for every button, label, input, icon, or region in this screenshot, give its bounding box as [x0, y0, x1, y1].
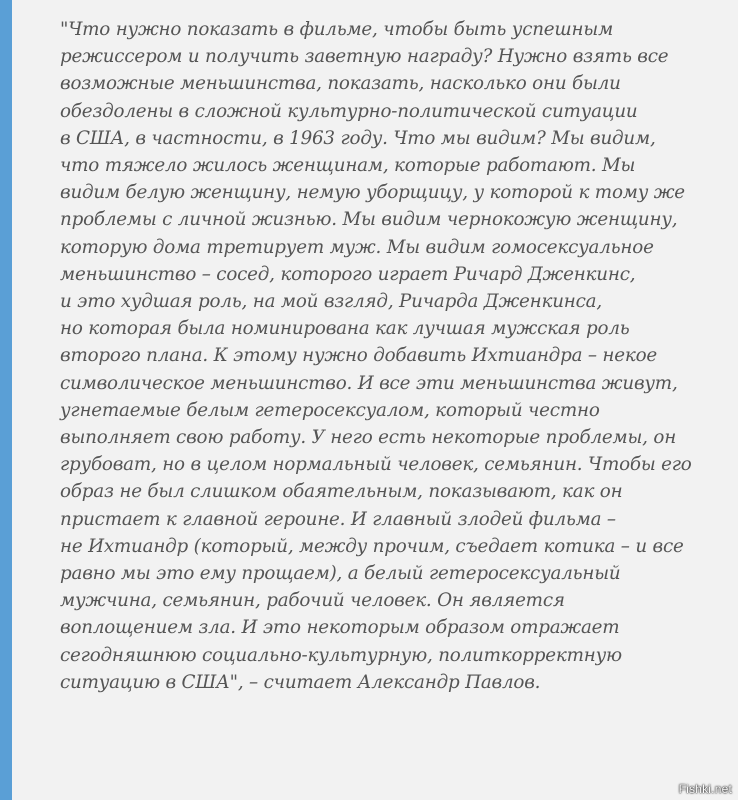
quote-line: образ не был слишком обаятельным, показывают, как он: [60, 481, 623, 503]
quote-line: сегодняшнюю социально-культурную, политкорректную: [60, 644, 622, 666]
quote-text: [60, 16, 700, 696]
quote-line: пристает к главной героине. И главный злодей фильма –: [60, 508, 616, 530]
quote-line: выполняет свою работу. У него есть некоторые проблемы, он: [60, 427, 677, 449]
quote-line: не Ихтиандр (который, между прочим, съедает котика – и все: [60, 535, 684, 557]
quote-line: но которая была номинирована как лучшая мужская роль: [60, 318, 630, 340]
quote-line: грубоват, но в целом нормальный человек, семьянин. Чтобы его: [60, 454, 692, 476]
quote-line: угнетаемые белым гетеросексуалом, который честно: [60, 399, 600, 421]
quote-line: и это худшая роль, на мой взгляд, Ричарда Дженкинса,: [60, 291, 602, 313]
quote-line: проблемы с личной жизнью. Мы видим чернокожую женщину,: [60, 209, 678, 231]
watermark: Fishki.net: [678, 782, 732, 796]
quote-line: символическое меньшинство. И все эти меньшинства живут,: [60, 372, 678, 394]
quote-line: "Что нужно показать в фильме, чтобы быть успешным: [60, 19, 614, 40]
quote-line: возможные меньшинства, показать, насколько они были: [60, 73, 621, 95]
quote-line: мужчина, семьянин, рабочий человек. Он является: [60, 590, 565, 612]
quote-accent-bar: [0, 0, 12, 800]
quote-line: видим белую женщину, немую уборщицу, у которой к тому же: [60, 182, 685, 204]
quote-line: что тяжело жилось женщинам, которые работают. Мы: [60, 155, 636, 177]
quote-line: ситуацию в США", – считает Александр Павлов.: [60, 671, 541, 693]
quote-line: в США, в частности, в 1963 году. Что мы видим? Мы видим,: [60, 127, 656, 149]
quote-line: режиссером и получить заветную награду? Нужно взять все: [60, 46, 669, 68]
quote-line: воплощением зла. И это некоторым образом отражает: [60, 617, 620, 639]
quote-line: которую дома третирует муж. Мы видим гомосексуальное: [60, 236, 654, 258]
quote-line: обездолены в сложной культурно-политической ситуации: [60, 100, 638, 122]
quote-line: равно мы это ему прощаем), а белый гетеросексуальный: [60, 563, 621, 585]
quote-line: меньшинство – сосед, которого играет Ричард Дженкинс,: [60, 263, 636, 285]
quote-line: второго плана. К этому нужно добавить Ихтиандра – некое: [60, 345, 658, 367]
